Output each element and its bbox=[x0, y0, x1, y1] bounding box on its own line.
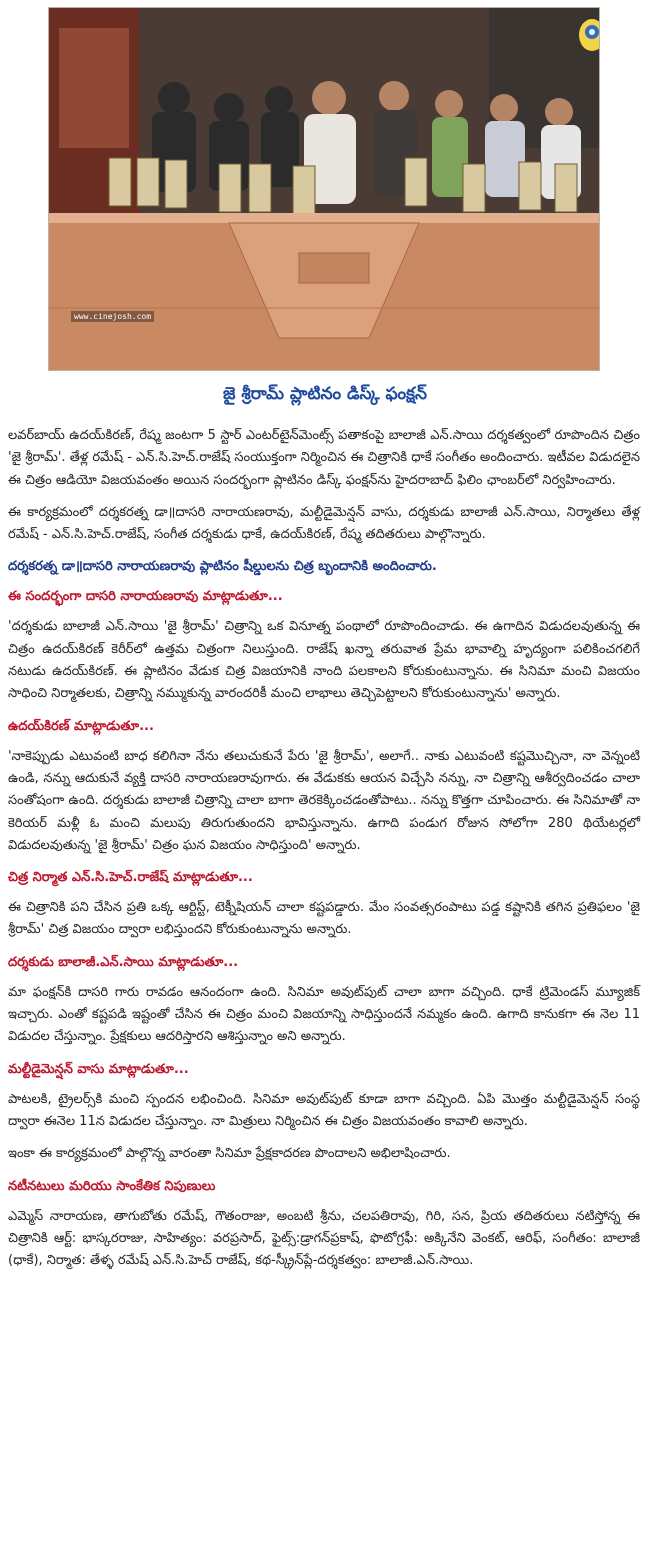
balaji-speech-heading: దర్శకుడు బాలాజీ.ఎన్.సాయి మాట్లాడుతూ... bbox=[8, 954, 239, 970]
attendees-paragraph: ఈ కార్యక్రమంలో దర్శకరత్న డా॥దాసరి నారాయణరావు, మల్టీడైమెన్షన్ వాసు, దర్శకుడు బాలాజీ ఎన్.సాయి, నిర్మాతలు తేళ్ల రమేష్ - ఎన్.సి.హెచ్.రాజేష్, సంగీత దర్శకుడు ధాకే, ఉదయ్‌కిరణ్, రేష్మ తదితరులు పాల్గొన్నారు. bbox=[8, 504, 640, 543]
dasari-speech-paragraph: 'దర్శకుడు బాలాజీ ఎన్.సాయి 'జై శ్రీరామ్' చిత్రాన్ని ఒక వినూత్న పంథాలో రూపొందించాడు. ఈ ఉగాదిన విడుదలవుతున్న ఈ చిత్రం ఉదయ్‌కిరణ్ కెరీర్‌లో ఉత్తమ చిత్రంగా నిలుస్తుంది. రాజేష్ ఖన్నా తరువాత ప్రేమ భావాల్ని హృద్యంగా పలికించగలిగే నటుడు ఉదయ్‌కిరణ్. ఈ ప్లాటినం వేడుక చిత్ర విజయానికి నాంది పలకాలని కోరుకుంటున్నాను. ఈ సినిమా మంచి విజయం సాధించి నిర్మాతలకు, చిత్రాన్ని నమ్ముకున్న వారందరికీ మంచి లాభాలు తెచ్చిపెట్టాలని కోరుకుంటున్నాను' అన్నారు. bbox=[8, 619, 640, 702]
uday-speech-heading: ఉదయ్‌కిరణ్ మాట్లాడుతూ... bbox=[8, 718, 154, 734]
uday-speech-paragraph: 'నాకెప్పుడు ఎటువంటి బాధ కలిగినా నేను తలుచుకునే పేరు 'జై శ్రీరామ్', అలాగే.. నాకు ఎటువంటి కష్టమొచ్చినా, నా వెన్నంటి ఉండి, నన్ను ఆదుకునే వ్యక్తి దాసరి నారాయణరావుగారు. ఈ వేడుకకు ఆయన విచ్చేసి నన్ను, నా చిత్రాన్ని ఆశీర్వదించడం చాలా సంతోషంగా ఉంది. దర్శకుడు బాలాజీ చిత్రాన్ని చాలా బాగా తెరకెక్కించడంతోపాటు.. నన్ను కొత్తగా చూపించారు. ఈ సినిమాతో నా కెరియర్ మళ్లీ ఓ మంచి మలుపు తిరుగుతుందని భావిస్తున్నాను. ఉగాది పండుగ రోజున సోలోగా 280 థియేటర్లలో విడుదలవుతున్న 'జై శ్రీరామ్' చిత్రం ఘన విజయం సాధిస్తుంది' అన్నారు. bbox=[8, 748, 640, 853]
rajesh-speech-heading: చిత్ర నిర్మాత ఎన్.సి.హెచ్.రాజేష్ మాట్లాడుతూ... bbox=[8, 870, 253, 886]
intro-paragraph: లవర్‌బాయ్ ఉదయ్‌కిరణ్, రేష్మ జంటగా 5 స్టార్ ఎంటర్‌టైన్‌మెంట్స్ పతాకంపై బాలాజీ ఎన్.సాయి దర్శకత్వంలో రూపొందిన చిత్రం 'జై శ్రీరామ్'. తేళ్ల రమేష్ - ఎన్.సి.హెచ్.రాజేష్ సంయుక్తంగా నిర్మించిన ఈ చిత్రానికి ధాకే సంగీతం అందించారు. ఇటీవల విడుదలైన ఈ చిత్రం ఆడియో విజయవంతం అయిన సందర్భంగా ప్లాటినం డిస్క్ ఫంక్షన్‌ను హైదరాబాద్ ఫిలిం ఛాంబర్‌లో నిర్వహించారు. bbox=[8, 428, 640, 488]
cinejosh-logo-icon bbox=[577, 18, 600, 52]
vasu-speech-paragraph: పాటలకి, ట్రైలర్స్‌కి మంచి స్పందన లభించింది. సినిమా అవుట్‌పుట్ కూడా బాగా వచ్చింది. ఏపి మొత్తం మల్టీడైమెన్షన్ సంస్థ ద్వారా ఈనెల 11న విడుదల చేస్తున్నాం. నా మిత్రులు నిర్మించిన ఈ చిత్రం విజయవంతం కావాలి అన్నారు. bbox=[8, 1091, 640, 1129]
photo-watermark: www.cinejosh.com bbox=[71, 311, 154, 322]
award-heading: దర్శకరత్న డా॥దాసరి నారాయణరావు ప్లాటినం షీల్డులను చిత్ర బృందానికి అందించారు. bbox=[8, 559, 437, 575]
balaji-speech-paragraph: మా ఫంక్షన్‌కి దాసరి గారు రావడం ఆనందంగా ఉంది. సినిమా అవుట్‌పుట్ చాలా బాగా వచ్చింది. ధాకే ట్రిమెండస్ మ్యూజిక్ ఇచ్చారు. ఎంతో కష్టపడి ఇష్టంతో చేసిన ఈ చిత్రం మంచి విజయాన్ని సాధిస్తుందనే నమ్మకం ఉంది. ఉగాది కానుకగా ఈ నెల 11 విడుదల చేస్తున్నాం. ప్రేక్షకులు ఆదరిస్తారని ఆశిస్తున్నాం అని అన్నారు. bbox=[8, 984, 640, 1045]
event-photo bbox=[48, 7, 600, 371]
dasari-speech-heading: ఈ సందర్భంగా దాసరి నారాయణరావు మాట్లాడుతూ... bbox=[8, 589, 283, 605]
cast-crew-paragraph: ఎమ్మెస్ నారాయణ, తాగుబోతు రమేష్, గౌతంరాజు, అంబటి శ్రీను, చలపతిరావు, గిరి, సన, ప్రియ తదితరులు నటిస్తోన్న ఈ చిత్రానికి ఆర్ట్: భాస్కరరాజు, సాహిత్యం: వరప్రసాద్, ఫైట్స్:డ్రాగన్‌ప్రకాష్, ఫొటోగ్రఫీ: అక్కినేని వెంకట్, ఆరిఫ్, సంగీతం: బాలాజీ (ధాకే), నిర్మాత: తేళ్ళ రమేష్ ఎన్.సి.హెచ్ రాజేష్, కథ-స్క్రీన్‌ప్లే-దర్శకత్వం: బాలాజీ.ఎన్.సాయి. bbox=[8, 1208, 640, 1269]
rajesh-speech-paragraph: ఈ చిత్రానికి పని చేసిన ప్రతి ఒక్క ఆర్టిస్ట్, టెక్నీషియన్ చాలా కష్టపడ్డారు. మేం సంవత్సరంపాటు పడ్డ కష్టానికి తగిన ప్రతిఫలం 'జై శ్రీరామ్' చిత్ర విజయం ద్వారా లభిస్తుందని కోరుకుంటున్నాను అన్నారు. bbox=[8, 900, 640, 938]
article-title: జై శ్రీరామ్ ప్లాటినం డిస్క్ ఫంక్షన్ bbox=[223, 384, 427, 404]
vasu-speech-heading: మల్టీడైమెన్షన్ వాసు మాట్లాడుతూ... bbox=[8, 1061, 189, 1077]
article-body bbox=[8, 425, 640, 1282]
closing-paragraph: ఇంకా ఈ కార్యక్రమంలో పాల్గొన్న వారంతా సినిమా ప్రేక్షకాదరణ పొందాలని అభిలాషించారు. bbox=[8, 1146, 451, 1162]
cast-crew-heading: నటీనటులు మరియు సాంకేతిక నిపుణులు bbox=[8, 1178, 216, 1194]
